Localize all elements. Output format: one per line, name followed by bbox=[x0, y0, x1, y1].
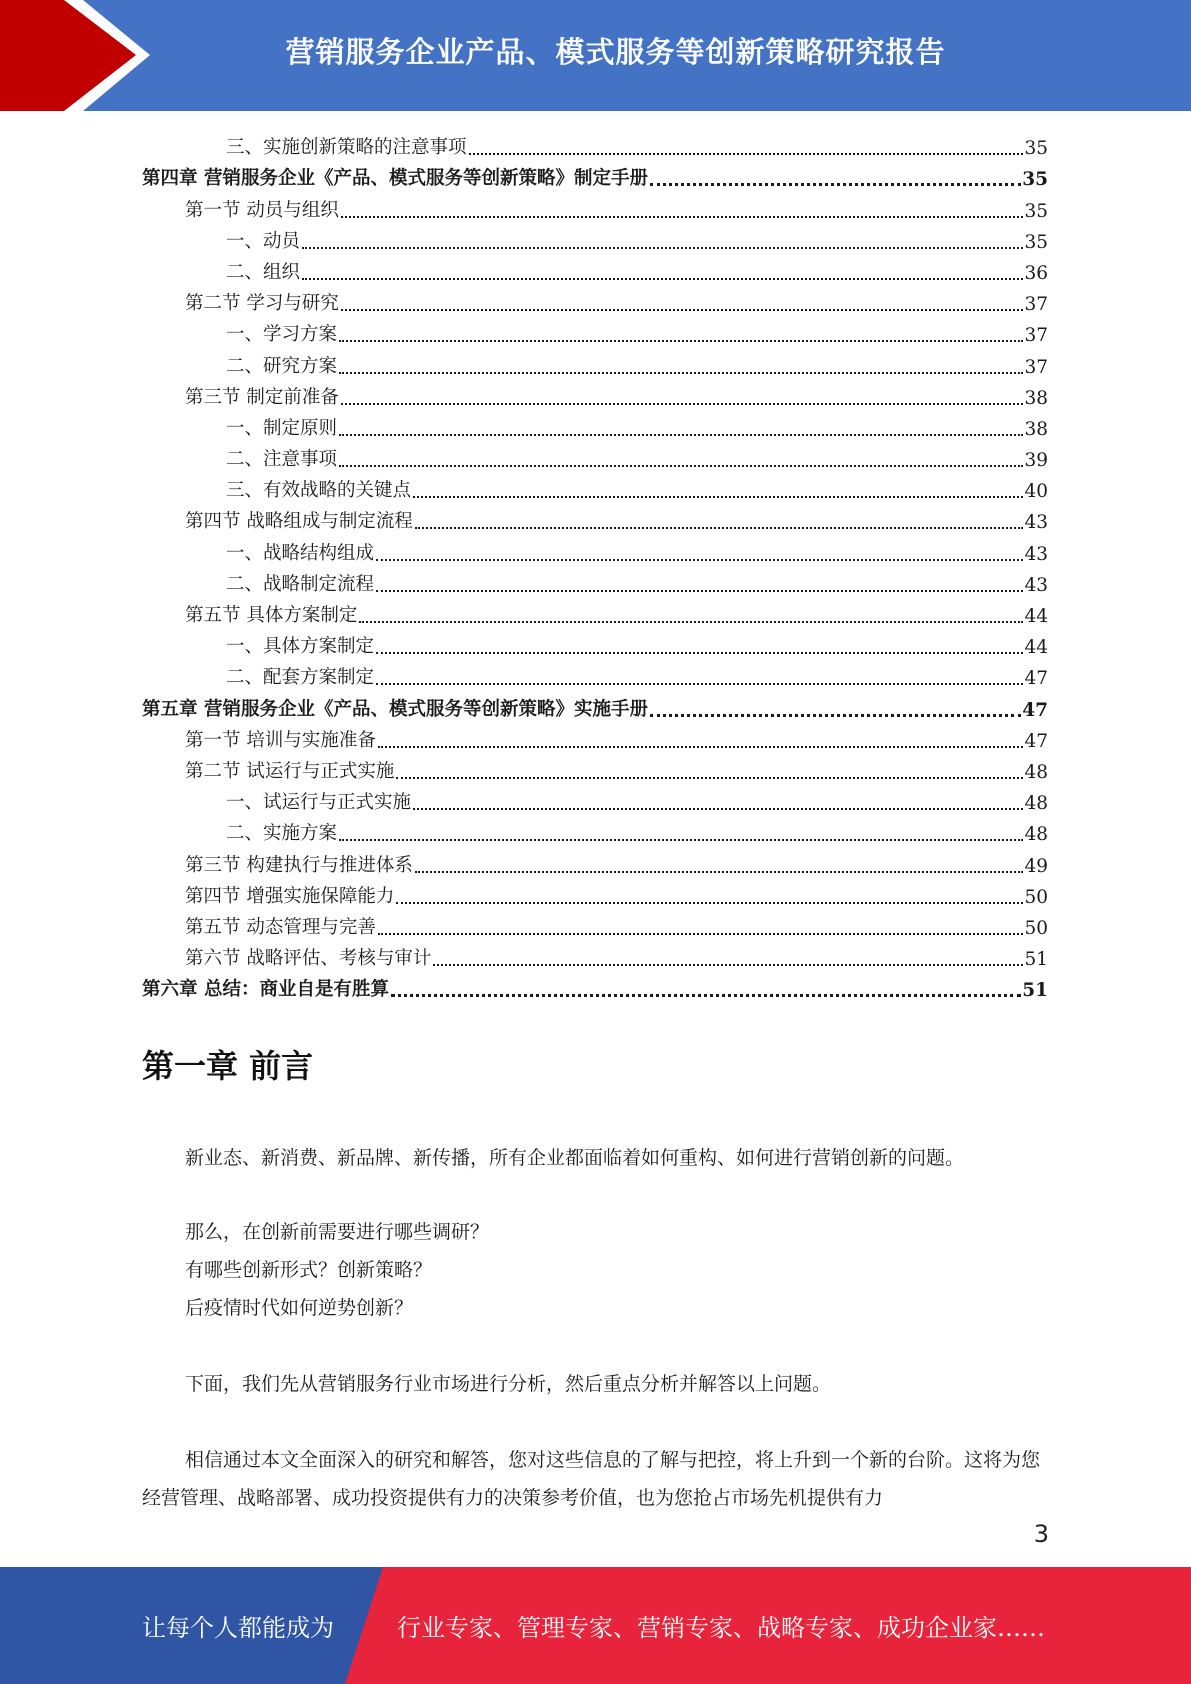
toc-entry-label: 二、配套方案制定 bbox=[226, 667, 375, 689]
toc-leader-dots bbox=[413, 790, 1023, 810]
toc-entry-page: 47 bbox=[1024, 730, 1048, 752]
toc-leader-dots bbox=[359, 603, 1023, 623]
toc-entry-page: 51 bbox=[1024, 949, 1048, 971]
toc-entry-page: 50 bbox=[1024, 886, 1048, 908]
toc-leader-dots bbox=[378, 728, 1024, 748]
toc-entry-label: 一、战略结构组成 bbox=[226, 542, 375, 564]
toc-entry-label: 第一节 培训与实施准备 bbox=[185, 729, 376, 751]
toc-entry-page: 49 bbox=[1024, 855, 1048, 877]
toc-entry[interactable] bbox=[142, 346, 1048, 377]
toc-entry-label: 二、注意事项 bbox=[226, 449, 338, 471]
toc-entry-page: 38 bbox=[1024, 387, 1048, 409]
toc-leader-dots bbox=[341, 291, 1024, 311]
toc-leader-dots bbox=[415, 853, 1024, 873]
toc-leader-dots bbox=[413, 478, 1023, 498]
toc-entry-label: 第五节 具体方案制定 bbox=[185, 605, 358, 626]
toc-entry-label: 第四节 战略组成与制定流程 bbox=[185, 511, 413, 533]
chapter-title: 第一章 前言 bbox=[142, 1047, 314, 1085]
toc-entry-page: 37 bbox=[1024, 356, 1048, 378]
header-title: 营销服务企业产品、模式服务等创新策略研究报告 bbox=[285, 34, 946, 69]
toc-leader-dots bbox=[339, 354, 1023, 374]
toc-leader-dots bbox=[650, 696, 1021, 717]
toc-entry-page: 51 bbox=[1022, 980, 1048, 1002]
toc-entry-page: 35 bbox=[1022, 169, 1048, 191]
toc-entry-label: 第二节 学习与研究 bbox=[185, 293, 339, 315]
toc-entry[interactable] bbox=[142, 970, 1048, 1001]
toc-entry[interactable] bbox=[142, 877, 1048, 908]
question-post-pandemic: 后疫情时代如何逆势创新？ bbox=[185, 1297, 414, 1319]
toc-entry-label: 一、试运行与正式实施 bbox=[226, 792, 412, 814]
toc-leader-dots bbox=[302, 229, 1023, 249]
toc-entry-label: 一、学习方案 bbox=[226, 324, 338, 346]
toc-leader-dots bbox=[396, 884, 1023, 904]
page-header bbox=[0, 0, 1191, 111]
toc-entry[interactable] bbox=[142, 440, 1048, 471]
toc-entry[interactable] bbox=[142, 908, 1048, 939]
toc-entry[interactable] bbox=[142, 502, 1048, 533]
toc-entry-page: 38 bbox=[1024, 418, 1048, 440]
toc-entry-label: 第二节 试运行与正式实施 bbox=[185, 760, 395, 782]
toc-entry[interactable] bbox=[142, 409, 1048, 440]
toc-entry[interactable] bbox=[142, 752, 1048, 783]
toc-leader-dots bbox=[341, 198, 1024, 218]
toc-entry-page: 35 bbox=[1024, 231, 1048, 253]
toc-leader-dots bbox=[339, 322, 1023, 342]
toc-entry[interactable] bbox=[142, 222, 1048, 253]
toc-entry[interactable] bbox=[142, 596, 1048, 627]
toc-entry[interactable] bbox=[142, 658, 1048, 689]
toc-leader-dots bbox=[341, 385, 1024, 405]
page-number: 3 bbox=[1033, 1520, 1049, 1548]
toc-entry[interactable] bbox=[142, 533, 1048, 564]
toc-entry-label: 二、研究方案 bbox=[226, 355, 338, 377]
toc-entry-label: 第五节 动态管理与完善 bbox=[185, 916, 376, 938]
paragraph-conclusion: 相信通过本文全面深入的研究和解答，您对这些信息的了解与把控，将上升到一个新的台阶。这将为您经营管理、战略部署、成功投资提供有力的决策参考价值，也为您抢占市场先机提供有力 bbox=[142, 1449, 1041, 1509]
toc-entry-label: 一、制定原则 bbox=[226, 417, 338, 439]
toc-entry-label: 一、具体方案制定 bbox=[226, 636, 375, 658]
toc-leader-dots bbox=[433, 946, 1023, 966]
toc-entry-page: 35 bbox=[1024, 138, 1048, 160]
toc-entry-label: 第三节 制定前准备 bbox=[185, 386, 339, 408]
question-forms: 有哪些创新形式？创新策略？ bbox=[185, 1259, 433, 1281]
toc-entry-page: 48 bbox=[1024, 761, 1048, 783]
toc-entry[interactable] bbox=[142, 159, 1048, 190]
toc-leader-dots bbox=[339, 447, 1023, 467]
toc-leader-dots bbox=[376, 572, 1023, 592]
toc-leader-dots bbox=[378, 915, 1024, 935]
toc-entry[interactable] bbox=[142, 253, 1048, 284]
toc-leader-dots bbox=[391, 976, 1021, 997]
toc-entry-label: 三、实施创新策略的注意事项 bbox=[226, 137, 467, 159]
toc-entry-page: 39 bbox=[1024, 450, 1048, 472]
toc-entry-label: 第三节 构建执行与推进体系 bbox=[185, 854, 413, 876]
toc-entry-label: 第六章 总结：商业自是有胜算 bbox=[142, 979, 389, 1001]
toc-leader-dots bbox=[376, 665, 1023, 685]
toc-entry-label: 二、战略制定流程 bbox=[226, 573, 375, 595]
toc-entry-page: 44 bbox=[1024, 606, 1048, 627]
toc-entry-page: 47 bbox=[1022, 699, 1048, 721]
toc-entry[interactable] bbox=[142, 128, 1048, 159]
toc-entry[interactable] bbox=[142, 471, 1048, 502]
toc-entry-label: 一、动员 bbox=[226, 230, 301, 252]
toc-entry[interactable] bbox=[142, 627, 1048, 658]
toc-entry[interactable] bbox=[142, 284, 1048, 315]
page-footer bbox=[0, 1567, 1191, 1684]
toc-entry-label: 第四章 营销服务企业《产品、模式服务等创新策略》制定手册 bbox=[142, 168, 648, 190]
toc-entry[interactable] bbox=[142, 845, 1048, 876]
toc-entry-page: 47 bbox=[1024, 668, 1048, 690]
toc-entry[interactable] bbox=[142, 689, 1048, 720]
table-of-contents bbox=[142, 128, 1048, 1001]
toc-entry-page: 48 bbox=[1024, 793, 1048, 815]
toc-entry-page: 50 bbox=[1024, 917, 1048, 939]
toc-leader-dots bbox=[302, 260, 1023, 280]
toc-leader-dots bbox=[469, 135, 1024, 155]
toc-entry-page: 40 bbox=[1024, 481, 1048, 503]
toc-leader-dots bbox=[339, 416, 1023, 436]
toc-entry-label: 第四节 增强实施保障能力 bbox=[185, 885, 395, 907]
toc-leader-dots bbox=[415, 509, 1024, 529]
toc-entry-page: 37 bbox=[1024, 294, 1048, 316]
toc-entry-label: 二、组织 bbox=[226, 261, 301, 283]
toc-leader-dots bbox=[396, 759, 1023, 779]
toc-entry-page: 43 bbox=[1024, 543, 1048, 565]
toc-entry[interactable] bbox=[142, 565, 1048, 596]
paragraph-analysis: 下面，我们先从营销服务行业市场进行分析，然后重点分析并解答以上问题。 bbox=[185, 1373, 832, 1395]
toc-entry-page: 44 bbox=[1024, 637, 1048, 659]
toc-entry[interactable] bbox=[142, 939, 1048, 970]
toc-entry-label: 三、有效战略的关键点 bbox=[226, 480, 412, 502]
toc-leader-dots bbox=[339, 821, 1023, 841]
footer-slogan-left: 让每个人都能成为 bbox=[142, 1614, 334, 1642]
toc-entry[interactable] bbox=[142, 190, 1048, 221]
toc-entry-label: 第一节 动员与组织 bbox=[185, 199, 339, 221]
toc-entry-label: 第五章 营销服务企业《产品、模式服务等创新策略》实施手册 bbox=[142, 698, 648, 720]
toc-entry-page: 48 bbox=[1024, 824, 1048, 846]
toc-entry-page: 35 bbox=[1024, 200, 1048, 222]
toc-entry-page: 43 bbox=[1024, 574, 1048, 596]
toc-entry-label: 第六节 战略评估、考核与审计 bbox=[185, 948, 432, 970]
footer-slogan-right: 行业专家、管理专家、营销专家、战略专家、成功企业家…… bbox=[397, 1614, 1045, 1642]
toc-entry-page: 36 bbox=[1024, 262, 1048, 284]
toc-leader-dots bbox=[376, 541, 1023, 561]
toc-entry-label: 二、实施方案 bbox=[226, 823, 338, 845]
toc-entry-page: 43 bbox=[1024, 512, 1048, 534]
question-research: 那么，在创新前需要进行哪些调研？ bbox=[185, 1221, 490, 1243]
toc-entry[interactable] bbox=[142, 378, 1048, 409]
toc-entry[interactable] bbox=[142, 814, 1048, 845]
toc-leader-dots bbox=[376, 634, 1023, 654]
paragraph-intro: 新业态、新消费、新品牌、新传播，所有企业都面临着如何重构、如何进行营销创新的问题。 bbox=[185, 1147, 965, 1169]
toc-entry-page: 37 bbox=[1024, 325, 1048, 347]
toc-entry[interactable] bbox=[142, 721, 1048, 752]
toc-entry[interactable] bbox=[142, 783, 1048, 814]
toc-leader-dots bbox=[650, 165, 1021, 186]
toc-entry[interactable] bbox=[142, 315, 1048, 346]
